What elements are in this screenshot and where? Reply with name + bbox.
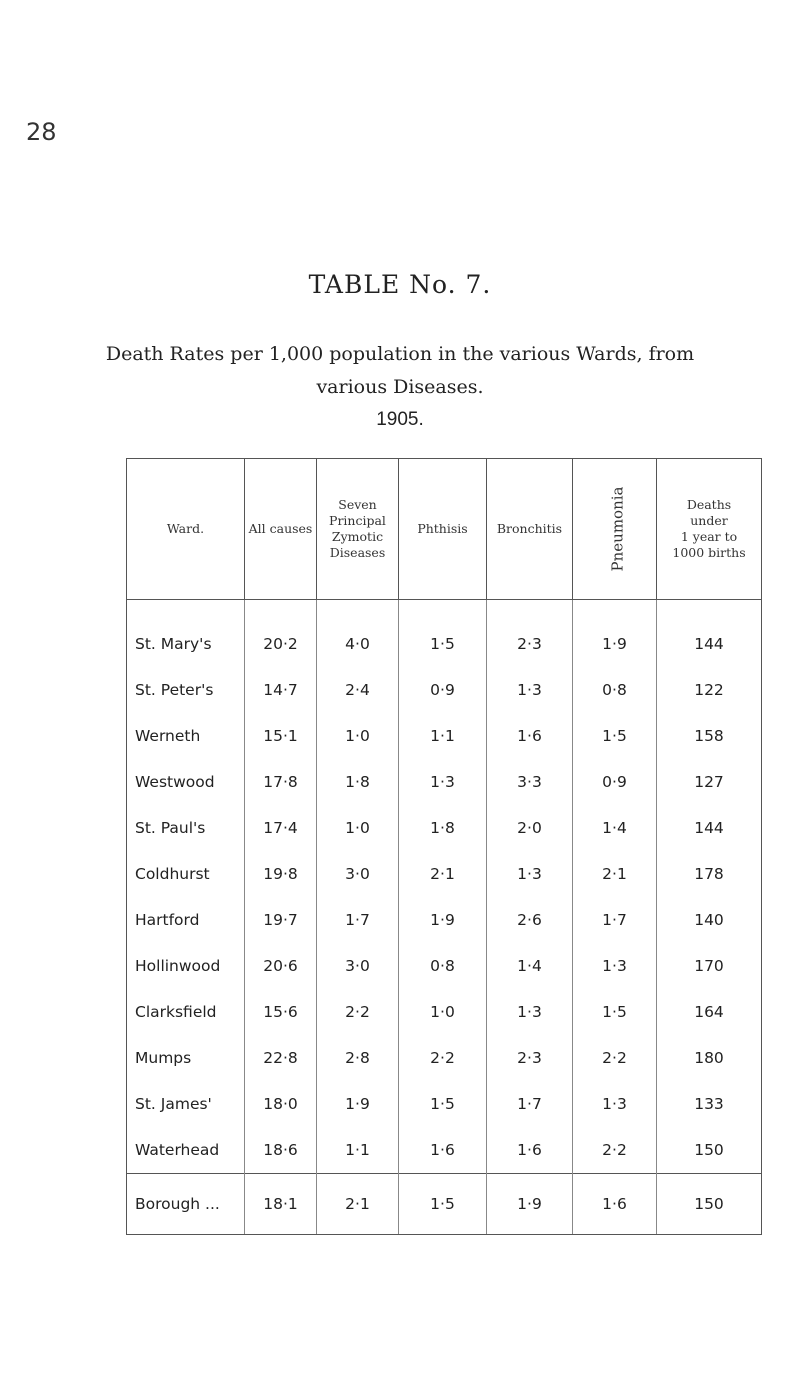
header-pneumonia [573, 459, 657, 600]
table-title: TABLE No. 7. [308, 270, 492, 299]
page-number: 28 [26, 118, 57, 146]
phthisis-value: 1·5 [399, 600, 487, 668]
table-row [127, 943, 762, 989]
infant-deaths-value: 144 [657, 600, 762, 668]
zymotic-value: 2·4 [317, 667, 399, 713]
header-all-causes: All causes [245, 459, 317, 600]
bronchitis-value: 2·3 [487, 1035, 573, 1081]
zymotic-value: 1·1 [317, 1127, 399, 1174]
total-zymotic: 2·1 [317, 1174, 399, 1235]
all-causes-value: 19·7 [245, 897, 317, 943]
ward-name: Mumps [127, 1035, 245, 1081]
subtitle-line-2: various Diseases. [316, 376, 484, 398]
table-year: 1905. [376, 409, 424, 430]
infant-deaths-value: 127 [657, 759, 762, 805]
table-row [127, 600, 762, 668]
table-row [127, 805, 762, 851]
table-row [127, 713, 762, 759]
zymotic-value: 1·8 [317, 759, 399, 805]
ward-name: Werneth [127, 713, 245, 759]
header-row [127, 459, 762, 600]
table-row [127, 1127, 762, 1174]
infant-deaths-value: 133 [657, 1081, 762, 1127]
header-pneumonia-label: Pneumonia [608, 486, 627, 571]
zymotic-value: 1·7 [317, 897, 399, 943]
ward-name: St. Paul's [127, 805, 245, 851]
phthisis-value: 1·5 [399, 1081, 487, 1127]
zymotic-value: 2·2 [317, 989, 399, 1035]
header-deaths-l1: Deaths [686, 497, 732, 512]
ward-name: Coldhurst [127, 851, 245, 897]
pneumonia-value: 1·5 [573, 713, 657, 759]
bronchitis-value: 2·0 [487, 805, 573, 851]
infant-deaths-value: 170 [657, 943, 762, 989]
all-causes-value: 18·0 [245, 1081, 317, 1127]
pneumonia-value: 2·1 [573, 851, 657, 897]
infant-deaths-value: 150 [657, 1127, 762, 1174]
zymotic-value: 1·0 [317, 805, 399, 851]
infant-deaths-value: 144 [657, 805, 762, 851]
zymotic-value: 3·0 [317, 851, 399, 897]
pneumonia-value: 1·7 [573, 897, 657, 943]
ward-name: Hartford [127, 897, 245, 943]
table-row [127, 1035, 762, 1081]
phthisis-value: 0·9 [399, 667, 487, 713]
table-row [127, 851, 762, 897]
ward-name: Waterhead [127, 1127, 245, 1174]
header-phthisis: Phthisis [399, 459, 487, 600]
header-zymotic-l2: Principal [329, 513, 386, 528]
all-causes-value: 22·8 [245, 1035, 317, 1081]
infant-deaths-value: 122 [657, 667, 762, 713]
total-all-causes: 18·1 [245, 1174, 317, 1235]
all-causes-value: 20·2 [245, 600, 317, 668]
table-row [127, 759, 762, 805]
all-causes-value: 15·1 [245, 713, 317, 759]
header-ward: Ward. [127, 459, 245, 600]
bronchitis-value: 2·3 [487, 600, 573, 668]
ward-name: St. Peter's [127, 667, 245, 713]
pneumonia-value: 1·3 [573, 1081, 657, 1127]
phthisis-value: 2·1 [399, 851, 487, 897]
bronchitis-value: 1·7 [487, 1081, 573, 1127]
bronchitis-value: 1·3 [487, 667, 573, 713]
phthisis-value: 1·6 [399, 1127, 487, 1174]
pneumonia-value: 1·9 [573, 600, 657, 668]
phthisis-value: 1·0 [399, 989, 487, 1035]
phthisis-value: 1·1 [399, 713, 487, 759]
phthisis-value: 1·3 [399, 759, 487, 805]
all-causes-value: 19·8 [245, 851, 317, 897]
zymotic-value: 2·8 [317, 1035, 399, 1081]
bronchitis-value: 2·6 [487, 897, 573, 943]
phthisis-value: 0·8 [399, 943, 487, 989]
infant-deaths-value: 178 [657, 851, 762, 897]
bronchitis-value: 1·3 [487, 989, 573, 1035]
infant-deaths-value: 180 [657, 1035, 762, 1081]
total-infant-deaths: 150 [657, 1174, 762, 1235]
phthisis-value: 2·2 [399, 1035, 487, 1081]
total-bronchitis: 1·9 [487, 1174, 573, 1235]
all-causes-value: 14·7 [245, 667, 317, 713]
table-row [127, 897, 762, 943]
ward-name: Westwood [127, 759, 245, 805]
ward-name: St. James' [127, 1081, 245, 1127]
bronchitis-value: 3·3 [487, 759, 573, 805]
pneumonia-value: 0·9 [573, 759, 657, 805]
pneumonia-value: 2·2 [573, 1035, 657, 1081]
pneumonia-value: 1·3 [573, 943, 657, 989]
total-label: Borough ... [127, 1174, 245, 1235]
header-deaths-l4: 1000 births [672, 545, 746, 560]
zymotic-value: 3·0 [317, 943, 399, 989]
phthisis-value: 1·8 [399, 805, 487, 851]
total-row [127, 1174, 762, 1235]
pneumonia-value: 1·4 [573, 805, 657, 851]
header-zymotic [317, 459, 399, 600]
ward-name: Clarksfield [127, 989, 245, 1035]
all-causes-value: 18·6 [245, 1127, 317, 1174]
total-phthisis: 1·5 [399, 1174, 487, 1235]
all-causes-value: 15·6 [245, 989, 317, 1035]
header-zymotic-l4: Diseases [329, 545, 386, 560]
zymotic-value: 1·9 [317, 1081, 399, 1127]
all-causes-value: 17·4 [245, 805, 317, 851]
infant-deaths-value: 140 [657, 897, 762, 943]
bronchitis-value: 1·4 [487, 943, 573, 989]
phthisis-value: 1·9 [399, 897, 487, 943]
header-zymotic-l3: Zymotic [331, 529, 384, 544]
pneumonia-value: 0·8 [573, 667, 657, 713]
zymotic-value: 1·0 [317, 713, 399, 759]
zymotic-value: 4·0 [317, 600, 399, 668]
infant-deaths-value: 158 [657, 713, 762, 759]
ward-name: St. Mary's [127, 600, 245, 668]
bronchitis-value: 1·3 [487, 851, 573, 897]
death-rates-table [126, 458, 762, 1235]
pneumonia-value: 2·2 [573, 1127, 657, 1174]
bronchitis-value: 1·6 [487, 713, 573, 759]
table-row [127, 1081, 762, 1127]
header-zymotic-l1: Seven [338, 497, 377, 512]
header-deaths-l2: under [690, 513, 728, 528]
all-causes-value: 17·8 [245, 759, 317, 805]
all-causes-value: 20·6 [245, 943, 317, 989]
table-subtitle [0, 338, 800, 404]
ward-name: Hollinwood [127, 943, 245, 989]
table-row [127, 989, 762, 1035]
pneumonia-value: 1·5 [573, 989, 657, 1035]
total-pneumonia: 1·6 [573, 1174, 657, 1235]
header-deaths-under-1 [657, 459, 762, 600]
header-deaths-l3: 1 year to [680, 529, 738, 544]
infant-deaths-value: 164 [657, 989, 762, 1035]
bronchitis-value: 1·6 [487, 1127, 573, 1174]
header-bronchitis: Bronchitis [487, 459, 573, 600]
table-row [127, 667, 762, 713]
subtitle-line-1: Death Rates per 1,000 population in the various Wards, from [105, 343, 695, 365]
